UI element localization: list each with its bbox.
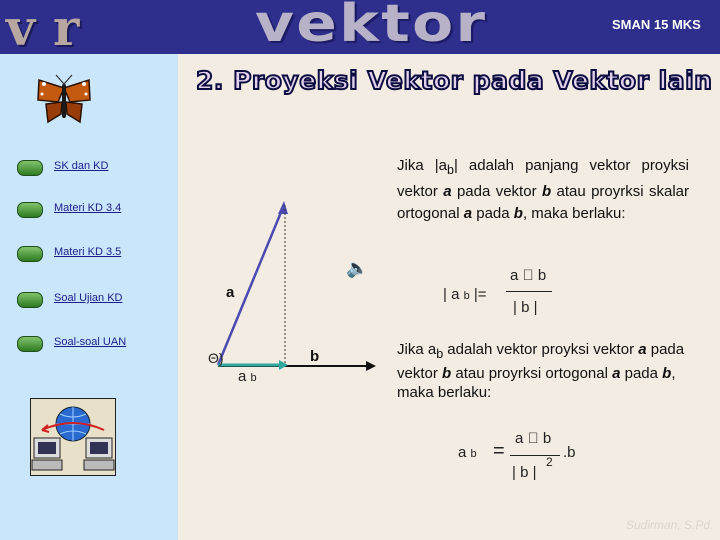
formula1-fraction-bar xyxy=(506,291,552,292)
vector-b-ref: b xyxy=(662,365,672,382)
formula1-numerator: a b xyxy=(510,267,531,284)
text: | adalah panjang vektor proyksi vektor xyxy=(397,157,689,200)
text: pada vektor xyxy=(397,341,685,382)
sidebar-item-label[interactable]: Materi KD 3.5 xyxy=(54,246,122,258)
vector-a-ref: a xyxy=(612,365,621,382)
page-title: 2. Proyeksi Vektor pada Vektor lain xyxy=(196,66,713,95)
subscript-b: b xyxy=(463,290,470,302)
symbol-a: a xyxy=(451,286,460,303)
vector-a-ref: a xyxy=(638,341,647,358)
subscript-b: b xyxy=(470,448,477,460)
text: pada xyxy=(620,365,663,382)
vector-b-ref: b xyxy=(541,183,552,200)
vector-a-arrowhead xyxy=(278,201,288,214)
text: pada xyxy=(472,205,514,222)
text: , maka berlaku: xyxy=(522,205,626,222)
text: , maka berlaku: xyxy=(397,365,676,401)
formula2-equals: = xyxy=(493,440,505,462)
school-name: SMAN 15 MKS xyxy=(612,17,701,32)
formula2-tail: .b xyxy=(563,444,576,461)
author-signature: Sudirman, S.Pd. xyxy=(626,518,714,532)
angle-theta-label: Θ) xyxy=(208,350,224,366)
formula2-denominator: | b | xyxy=(512,464,537,481)
vector-b-ref: b xyxy=(442,365,452,382)
symbol-a: a xyxy=(458,444,467,461)
equals-sign: = xyxy=(477,286,487,303)
text: pada vektor xyxy=(451,183,542,200)
sidebar-item-label[interactable]: Materi KD 3.4 xyxy=(54,202,122,214)
formula1-lhs xyxy=(443,286,487,303)
projection-label xyxy=(238,368,257,385)
formula2-numerator: a b xyxy=(515,430,536,447)
vector-b-arrowhead xyxy=(366,361,376,371)
vector-a-ref: a xyxy=(443,183,452,200)
vector-b-label: b xyxy=(310,348,320,365)
text: adalah vektor proyksi vektor xyxy=(443,341,639,358)
text: Jika a xyxy=(397,341,437,358)
sidebar-item-label[interactable]: SK dan KD xyxy=(54,160,109,172)
banner-title: vektor xyxy=(255,0,488,54)
formula2-exponent: 2 xyxy=(546,455,553,469)
subscript: b xyxy=(447,163,454,177)
projection-a: a xyxy=(238,368,247,385)
formula2-lhs xyxy=(458,444,477,461)
abs-bar: | xyxy=(473,286,478,303)
vector-a-ref: a xyxy=(463,205,473,222)
text: atau proyrksi ortogonal xyxy=(451,365,613,382)
text: atau proyrksi skalar ortogonal xyxy=(397,183,689,222)
sidebar-item-label[interactable]: Soal Ujian KD xyxy=(54,292,123,304)
vector-a-label: a xyxy=(226,284,235,301)
abs-bar: | xyxy=(443,286,447,303)
paragraph-vector-projection xyxy=(397,340,697,402)
vector-b-ref: b xyxy=(513,205,523,222)
text: Jika |a xyxy=(397,157,447,174)
subscript: b xyxy=(436,347,444,361)
sidebar-item-label[interactable]: Soal-soal UAN xyxy=(54,336,127,348)
speaker-icon[interactable]: 🔈 xyxy=(346,258,369,278)
formula1-denominator: | b | xyxy=(513,299,538,316)
projection-arrowhead xyxy=(279,360,288,370)
logo-text: vr xyxy=(6,0,98,54)
projection-sub: b xyxy=(250,372,257,384)
